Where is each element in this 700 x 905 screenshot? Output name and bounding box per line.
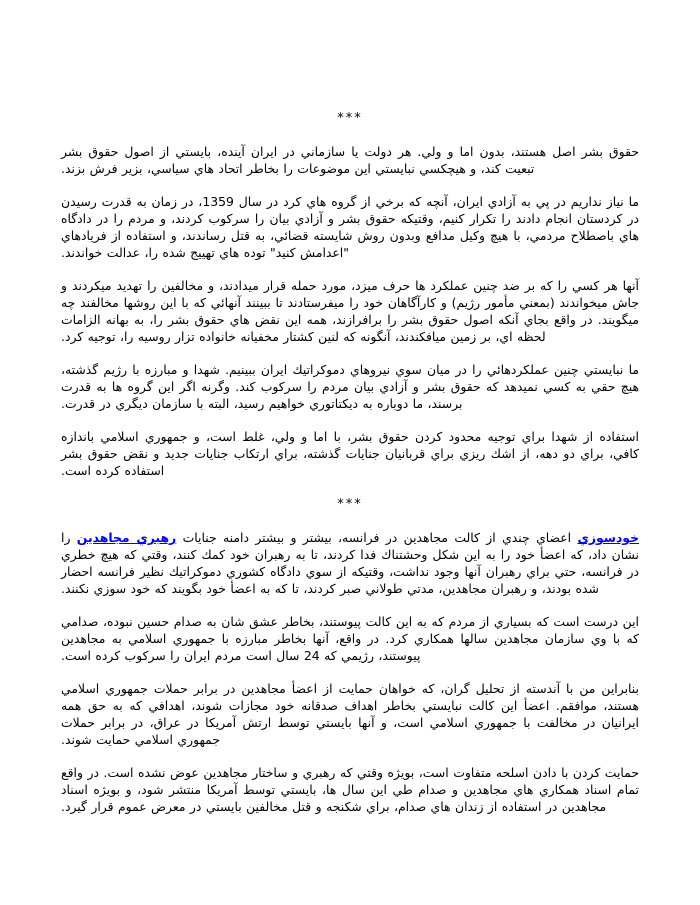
paragraph-support-vs-weapons: حمايت كردن با دادن اسلحه متفاوت است، بويژه وقتي كه رهبري و ساختار مجاهدين عوض نشده است. در واقع تمام اسناد همكاري هاي مجاهدين و صدام طي اين سال ها، بايستي توسط آمريكا منتشر شود، و بويژه اسناد مجاهدين در استفاده از زندان هاي صدام، براي شكنجه و قتل مخالفين بايستي در معرض عموم قرار گيرد. — [61, 765, 639, 814]
section-separator-top: *** — [337, 111, 363, 126]
self-immolation-link[interactable]: خودسوزي — [577, 530, 639, 545]
paragraph-text-segment: را نشان داد، كه اعضأ خود را به اين شكل وحشتناك فدا كردند، تا به رهبران خود كمك كنند، وقتي كه هيچ خطري در فرانسه، حتي براي رهبران آنها وجود نداشت، وقتيكه از سوي دادگاه كشوري دموكراتيك نظير فرانسه احضار شده بودند، و رهبران مجاهدين، مدتي طولاني صبر كردند، تا كه به اعضأ خود بگويند كه خود سوزي نكنند. — [61, 530, 639, 596]
document-page — [61, 0, 639, 815]
mojahedin-leadership-link[interactable]: رهبري مجاهدين — [76, 530, 177, 545]
paragraph-kurdish-groups-1359: ما نياز نداريم در پي به آزادي ايران، آنچه كه برخي از گروه هاي كرد در سال 1359، در زمان به قدرت رسيدن در كردستان انجام دادند را تكرار كنيم، وقتيكه حقوق بشر و آزادي بيان را سركوب كردند، و مردم را در دادگاه هاي باصطلاح مردمي، با هيچ وكيل مدافع وبدون روش شايسته قضائي، به قتل رساندند، و استفاده از فريادهاي "اعدامش كنيد" توده هاي تهييج شده را، عدالت خواندند. — [61, 194, 639, 260]
paragraph-democratic-forces: ما نبايستي چنين عملكردهائي را در ميان سوي نيروهاي دموكراتيك ايران ببينيم. شهدا و مبارزه با رژيم گذشته، هيچ حقي به كسي نميدهد كه حقوق بشر و آزادي بيان مردم را سركوب كند. وگرنه اگر اين گروه ها به قدرت برسند، ما دوباره به ديكتاتوري خواهيم رسيد، البته با سازمان ديگري در قدرت. — [61, 362, 639, 411]
paragraph-analysts-agreement: بنابراين من با آندسته از تحليل گران، كه خواهان حمايت از اعضأ مجاهدين در برابر حملات جمهوري اسلامي هستند، موافقم. اعضأ اين كالت نبايستي بخاطر اهداف صدقانه خود مجازات شوند، اهدافي كه به حق همه ايرانيان در مخالفت با جمهوري اسلامي است، و آنها بايستي توسط ارتش آمريكا در عراق، در برابر حملات جمهوري اسلامي حمايت شوند. — [61, 681, 639, 747]
paragraph-martyrs-justification: استفاده از شهدا براي توجيه محدود كردن حقوق بشر، با اما و ولي، غلط است، و جمهوري اسلامي باندازه كافي، براي دو دهه، از اشك ريزي براي قربانيان جنايات گذشته، براي ارتكاب جنايات جديد و نقض حقوق بشر استفاده كرده است. — [61, 429, 639, 478]
paragraph-human-rights-principle: حقوق بشر اصل هستند، بدون اما و ولي. هر دولت يا سازماني در ايران آينده، بايستي از اصول حقوق بشر تبعيت كند، و هيچكسي نبايستي اين موضوعات را بخاطر اتحاد هاي سياسي، بزير فرش بزند. — [61, 144, 639, 176]
paragraph-text-segment: اعضاي چندي از كالت مجاهدين در فرانسه، بيشتر و بيشتر دامنه جنايات — [176, 530, 578, 545]
paragraph-cult-members-motivation: اين درست است كه بسياري از مردم كه به اين كالت پيوستند، بخاطر عشق شان به صدام حسين نبوده، صدامي كه با وي سازمان مجاهدين سالها همكاري كرد. در واقع، آنها بخاطر مبارزه با جمهوري اسلامي به مجاهدين پيوستند، رژيمي كه 24 سال است مردم ايران را سركوب كرده است. — [61, 614, 639, 663]
section-separator-middle: *** — [337, 497, 363, 512]
paragraph-self-immolation — [61, 529, 639, 597]
paragraph-threats-against-critics: آنها هر كسي را كه بر ضد چنين عملكرد ها حرف ميزد، مورد حمله قرار ميدادند، و مخالفين را تهديد ميكردند و جاش ميخواندند (بمعني مأمور رژيم) و كارآگاهان خود را ميفرستادند تا ببينند آنهائي كه با اين روشها مخالفند چه ميگويند. در واقع بجاي آنكه اصول حقوق بشر را برافرازند، همه اين نقض هاي حقوق بشر را، به بهانه الزامات لحظه اي، بر زمين ميافكندند، آنگونه كه لنين كشتار مخفيانه خانواده تزار روسيه را، توجيه كرد. — [61, 278, 639, 344]
